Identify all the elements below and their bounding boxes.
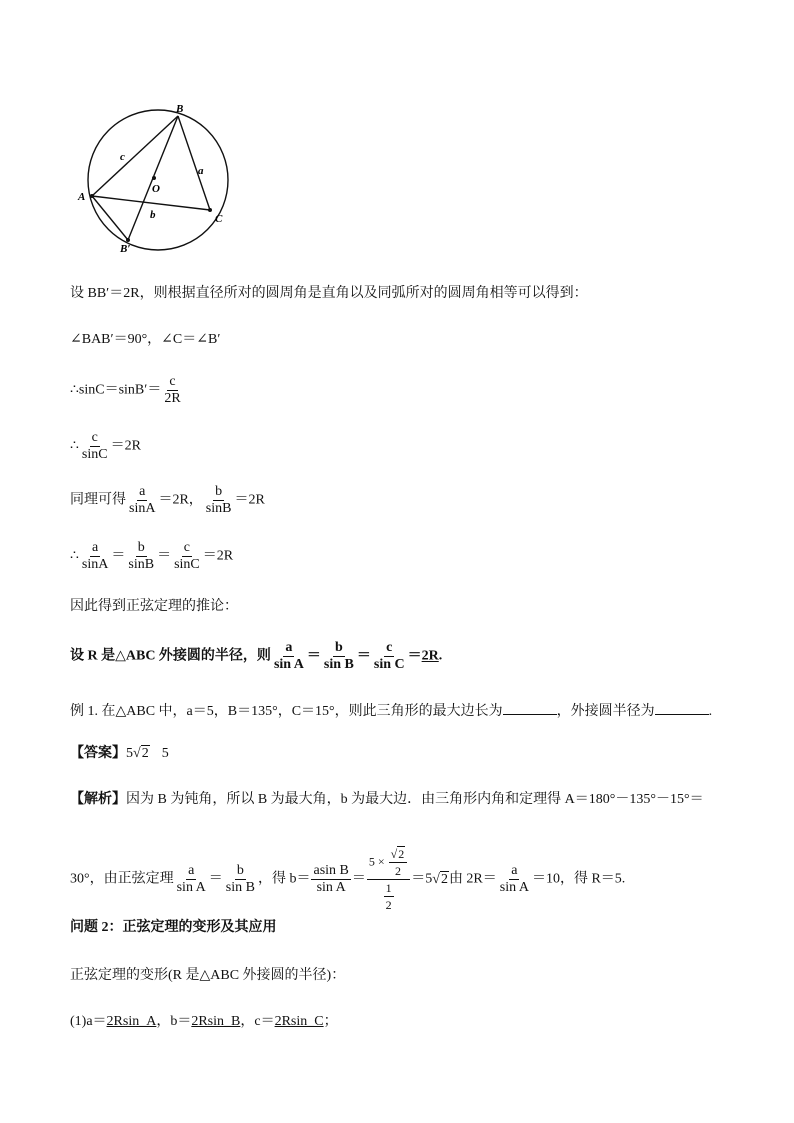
answer-2r: 2R xyxy=(421,648,439,664)
text-line-1: 设 BB′＝2R，则根据直径所对的圆周角是直角以及同弧所对的圆周角相等可以得到： xyxy=(70,286,588,301)
side-a xyxy=(178,116,210,210)
fraction: $\frac{b}{\sin B}$ xyxy=(128,540,155,572)
center-point xyxy=(152,176,156,180)
answer-blank-1[interactable] xyxy=(503,700,557,715)
label-o: O xyxy=(152,183,160,195)
answer-line: 【答案】5√2 5 xyxy=(70,744,169,764)
text-corollary-intro: 因此得到正弦定理的推论： xyxy=(70,599,238,614)
sqrt-symbol: √2 xyxy=(133,746,149,761)
fraction: $\frac{a}{\text{sin A}}$ xyxy=(499,863,529,895)
fraction: $\frac{b}{\text{sin B}}$ xyxy=(225,863,255,895)
label-b: B xyxy=(176,103,184,115)
analysis-line-1: 【解析】因为 B 为钝角，所以 B 为最大角，b 为最大边．由三角形内角和定理得 A＝180°－135°－15°＝ xyxy=(70,792,704,807)
fraction: $\frac{a}{\text{sin A}}$ xyxy=(273,640,304,672)
fraction: $\frac{√2}{2}$ xyxy=(389,846,408,879)
answer-blank-2[interactable] xyxy=(655,700,709,715)
sqrt-symbol: √2 xyxy=(432,871,448,887)
label-side-a: a xyxy=(198,165,204,177)
fraction: $\frac{1}{2}$ xyxy=(385,881,392,912)
circumcircle-figure xyxy=(70,100,240,260)
answer-tag: 【答案】 xyxy=(70,746,126,761)
fraction: $\frac{c}{\text{sin C}}$ xyxy=(373,640,405,672)
fraction: $\frac{b}{\sin B}$ xyxy=(205,484,232,516)
point-c xyxy=(208,208,212,212)
circle-diagram xyxy=(70,100,240,260)
label-side-b: b xyxy=(150,209,156,221)
fraction: $\frac{a}{\sin A}$ xyxy=(81,540,109,572)
fraction: $\frac{b}{\text{sin B}}$ xyxy=(323,640,354,672)
fraction: $\frac{\text{asin B}}{\text{sin A}}$ xyxy=(313,863,349,895)
section-heading-problem-2: 问题 2：正弦定理的变形及其应用 xyxy=(70,920,277,935)
compound-fraction: 5 × $\frac{√2}{2}$ $\frac{1}{2}$ xyxy=(367,846,410,913)
side-c xyxy=(92,116,178,196)
formula-c-over-sinc: ∴ $\frac{c}{\sin C}$ ＝2R xyxy=(70,430,141,462)
point-bp xyxy=(126,238,130,242)
example-1: 例 1. 在△ABC 中，a＝5，B＝135°，C＝15°，则此三角形的最大边长为 ，外接圆半径为 . xyxy=(70,700,712,722)
fraction: $\frac{c}{\sin C}$ xyxy=(81,430,108,462)
fraction: $\frac{a}{\sin A}$ xyxy=(129,484,156,516)
fraction: $\frac{c}{2R}$ xyxy=(164,374,181,406)
label-bp: B′ xyxy=(120,243,131,255)
label-c: C xyxy=(215,213,223,225)
text-variants-intro: 正弦定理的变形(R 是△ABC 外接圆的半径)： xyxy=(70,968,346,983)
label-side-c: c xyxy=(120,151,125,163)
analysis-tag: 【解析】 xyxy=(70,792,126,807)
formula-law-of-sines: ∴ $\frac{a}{\sin A}$ ＝ $\frac{b}{\sin B}$ ＝ $\frac{c}{\sin C}$ ＝2R xyxy=(70,540,234,572)
text-line-2: ∠BAB′＝90°，∠C＝∠B′ xyxy=(70,332,221,347)
label-a: A xyxy=(78,191,86,203)
segment-ab xyxy=(92,196,128,240)
analysis-line-2: 30°，由正弦定理 $\frac{a}{\text{sin A}}$ ＝ $\frac{b}{\text{sin B}}$ ，得 b＝ $\frac{\text{asin B}}{\text{sin A}}$ ＝ 5 × $\frac{√2}{2}$ $\frac{1}{2}$ ＝5√2由 2R＝ $\frac{a}{\text{sin A}}$ ＝10，得 R＝5. xyxy=(70,847,626,912)
variant-1: (1)a＝2Rsin_A，b＝2Rsin_B，c＝2Rsin_C； xyxy=(70,1014,338,1029)
side-b xyxy=(92,196,210,210)
corollary-statement: 设 R 是△ABC 外接圆的半径，则 $\frac{a}{\text{sin A}}$ ＝ $\frac{b}{\text{sin B}}$ ＝ $\frac{c}{\text{sin C}}$ ＝2R. xyxy=(70,640,443,672)
formula-similarly: 同理可得 $\frac{a}{\sin A}$ ＝2R， $\frac{b}{\sin B}$ ＝2R xyxy=(70,484,265,516)
point-a xyxy=(90,194,94,198)
fraction: $\frac{a}{\text{sin A}}$ xyxy=(176,863,206,895)
fraction: $\frac{c}{\sin C}$ xyxy=(174,540,200,572)
formula-sinc: ∴sinC＝sinB′＝ $\frac{c}{2R}$ xyxy=(70,374,181,406)
